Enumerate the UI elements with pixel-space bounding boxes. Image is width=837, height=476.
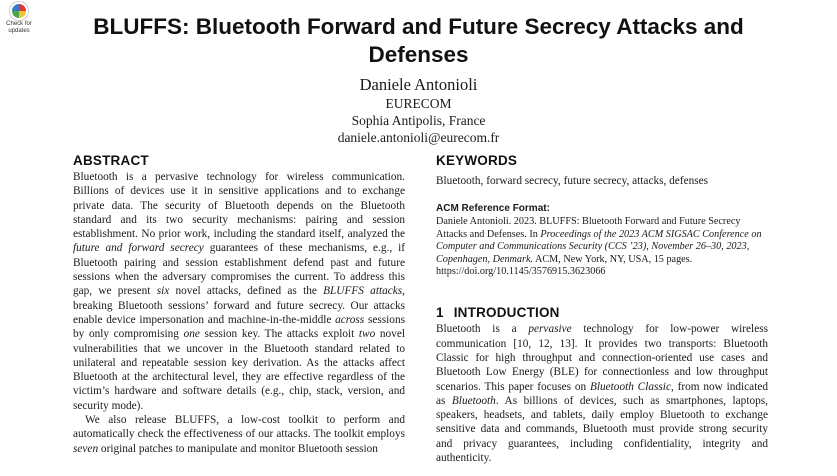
emphasis-text: six — [156, 285, 170, 298]
right-column — [436, 152, 768, 465]
keywords-heading: KEYWORDS — [436, 153, 518, 168]
left-column — [73, 152, 405, 456]
section-title: INTRODUCTION — [453, 305, 560, 321]
emphasis-text: across — [335, 313, 365, 326]
abstract-paragraph-2: We also release BLUFFS, a low-cost toolkit to perform and automatically check the effectiveness of our attacks. The toolkit employs seven original patches to manipulate and monitor Bluetooth session — [73, 414, 405, 455]
emphasis-text: two — [358, 328, 376, 341]
emphasis-text: future and forward secrecy — [73, 242, 204, 255]
crossmark-icon — [10, 2, 28, 20]
author-email[interactable]: daniele.antonioli@eurecom.fr — [337, 130, 500, 145]
abstract-heading: ABSTRACT — [73, 153, 149, 168]
introduction-paragraph: Bluetooth is a pervasive technology for low-power wireless communication [10, 12, 13]. It provides two transports: Bluetooth Classic for high throughput and connection-oriented use cases and Bluetooth Low Energy (BLE) for connectionless and low throughput scenarios. This paper focuses on Bluetooth Classic, from now indicated as Bluetooth. As billions of devices, such as smartphones, laptops, speakers, headsets, and tablets, daily employ Bluetooth to exchange sensitive data and commands, Bluetooth must provide strong security and privacy guarantees, including confidentiality, integrity and authenticity. — [436, 323, 768, 464]
badge-label-line1: Check for — [6, 21, 32, 27]
emphasis-text: Proceedings of the 2023 ACM SIGSAC Conference on Computer and Communications Security (CCS ’23), November 26–30, 2023, Copenhagen, Denmark. — [436, 228, 762, 265]
author-block — [200, 75, 637, 146]
badge-label-line2: updates — [8, 27, 30, 34]
check-for-updates-badge[interactable] — [2, 2, 36, 40]
badge-label — [6, 21, 32, 34]
acm-reference-heading: ACM Reference Format: — [436, 203, 550, 215]
emphasis-text: one — [183, 328, 200, 341]
emphasis-text: Bluetooth — [451, 394, 496, 407]
emphasis-text: BLUFFS attacks — [323, 285, 403, 298]
emphasis-text: pervasive — [528, 323, 572, 336]
keywords-text: Bluetooth, forward secrecy, future secrecy, attacks, defenses — [436, 175, 709, 187]
abstract-paragraph-1: Bluetooth is a pervasive technology for wireless communication. Billions of devices use it in sensitive applications and to exchange private data. The security of Bluetooth depends on the Bluetooth standard and its two security mechanisms: pairing and session establishment. No prior work, including the standard itself, analyzed the future and forward secrecy guarantees of these mechanisms, e.g., if Bluetooth pairing and session establishment defend past and future sessions when the adversary compromises the current. To address this gap, we present six novel attacks, defined as the BLUFFS attacks, breaking Bluetooth sessions’ forward and future secrecy. Our attacks enable device impersonation and machine-in-the-middle across sessions by only compromising one session key. The attacks exploit two novel vulnerabilities that we uncover in the Bluetooth standard related to unilateral and repeatable session key derivation. As the attacks affect Bluetooth at the architectural level, they are effective regardless of the victim’s hardware and software details (e.g., chip, stack, version, and security mode). — [73, 171, 406, 412]
emphasis-text: seven — [73, 442, 99, 455]
author-location: Sophia Antipolis, France — [351, 113, 486, 128]
section-number: 1 — [436, 305, 444, 321]
author-name: Daniele Antonioli — [359, 75, 478, 94]
paper-title: BLUFFS: Bluetooth Forward and Future Secrecy Attacks and Defenses — [93, 14, 744, 67]
author-affiliation: EURECOM — [385, 96, 452, 111]
emphasis-text: Bluetooth Classic — [589, 380, 671, 393]
acm-reference-text: Daniele Antonioli. 2023. BLUFFS: Bluetooth Forward and Future Secrecy Attacks and Defenses. In Proceedings of the 2023 ACM SIGSAC Conference on Computer and Communications Security (CCS ’23), November 26–30, 2023, Copenhagen, Denmark. ACM, New York, NY, USA, 15 pages. https://doi.org/10.1145/3576915.3623066 — [436, 216, 762, 277]
introduction-heading — [436, 304, 768, 322]
